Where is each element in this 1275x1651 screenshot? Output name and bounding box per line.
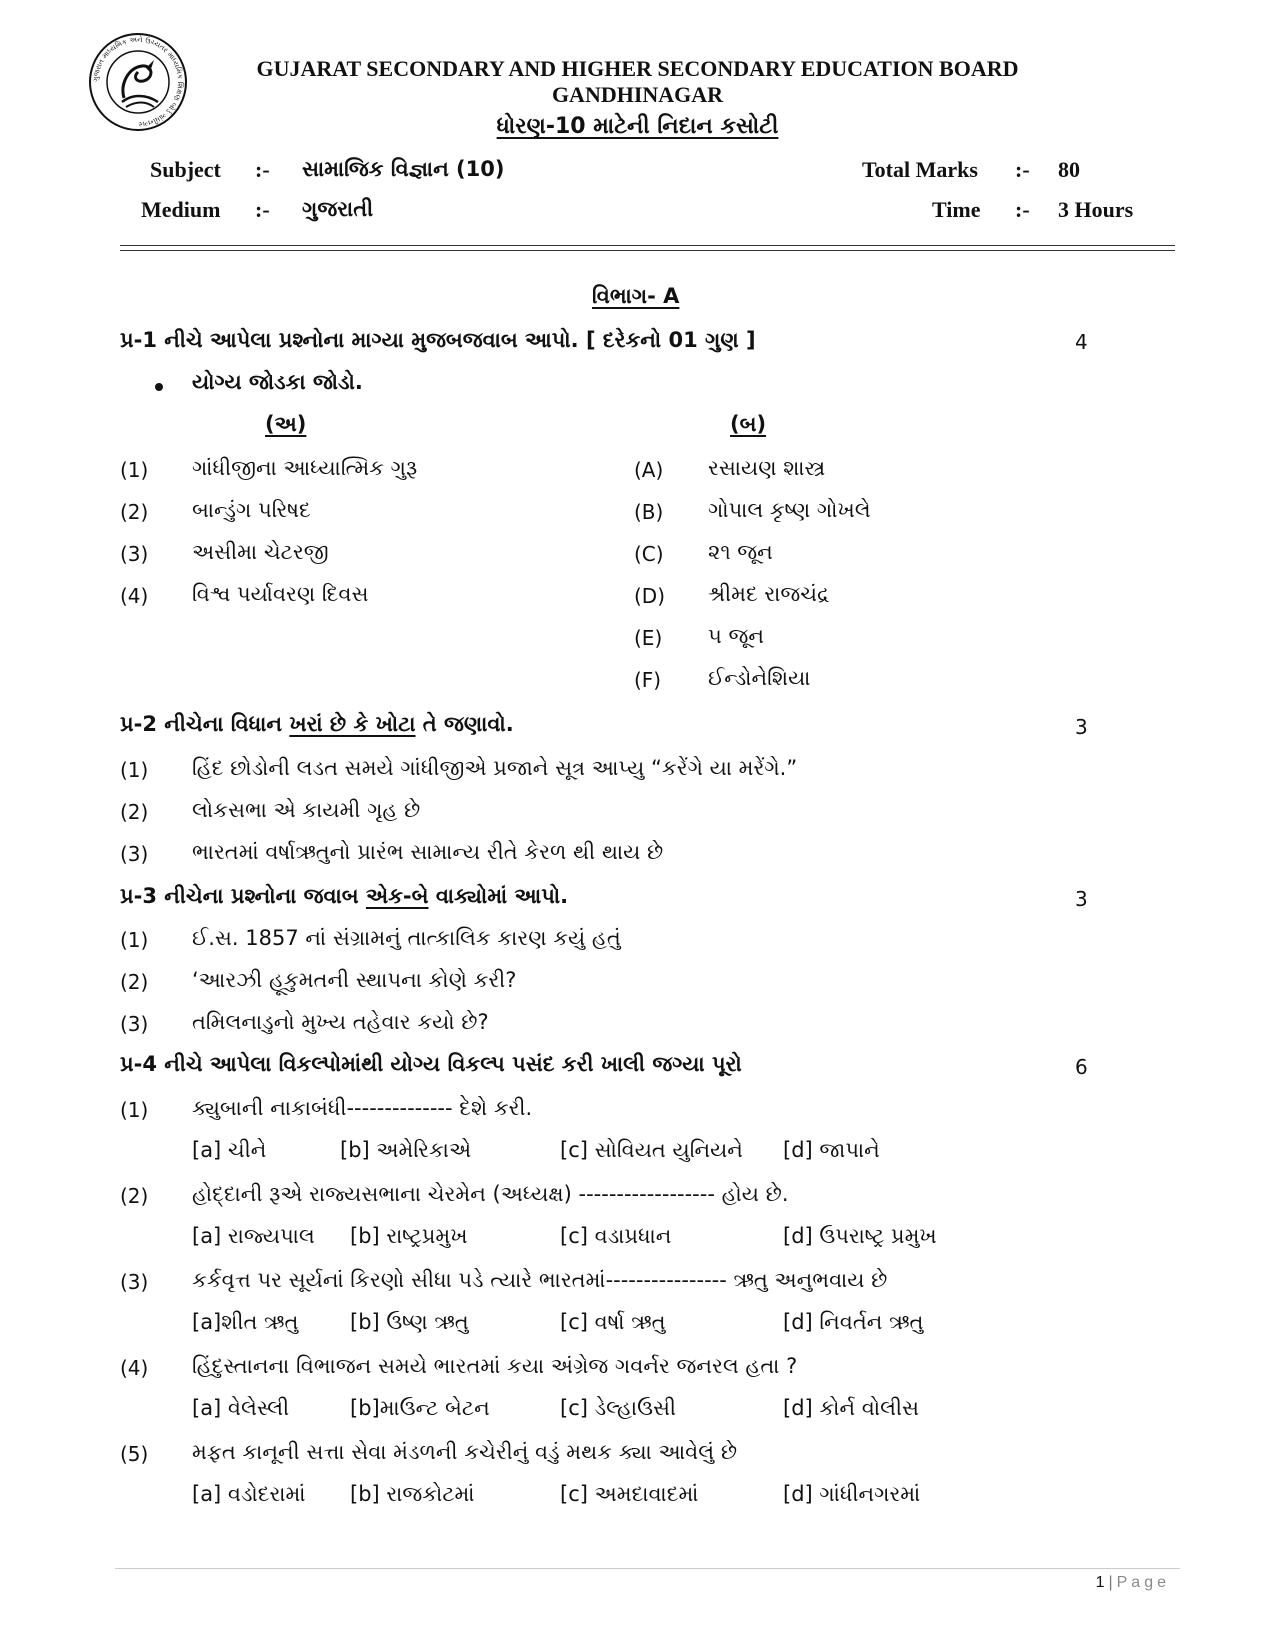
q1-left-num: (1) bbox=[120, 458, 149, 482]
q4-item-num: (3) bbox=[120, 1270, 149, 1294]
q4-option-a: [a] ચીને bbox=[192, 1138, 267, 1162]
q4-item-num: (4) bbox=[120, 1356, 149, 1380]
q4-option-c: [c] સોવિયત યુનિયને bbox=[560, 1138, 743, 1162]
q1-right-item: ૨૧ જૂન bbox=[708, 540, 773, 564]
column-b-heading: (બ) bbox=[730, 412, 767, 436]
q2-title: પ્ર-2 નીચેના વિધાન ખરાં છે કે ખોટા તે જણાવો. bbox=[120, 712, 514, 736]
q1-instruction: યોગ્ય જોડકા જોડો. bbox=[192, 370, 363, 394]
q1-left-item: ગાંધીજીના આધ્યાત્મિક ગુરૂ bbox=[192, 456, 418, 480]
board-name: GUJARAT SECONDARY AND HIGHER SECONDARY EDUCATION BOARD bbox=[256, 56, 1019, 81]
q4-option-d: [d] જાપાને bbox=[783, 1138, 880, 1162]
q4-item-num: (2) bbox=[120, 1184, 149, 1208]
q4-option-a: [a]શીત ઋતુ bbox=[192, 1310, 299, 1334]
q4-option-d: [d] કોર્ન વોલીસ bbox=[783, 1396, 920, 1420]
q4-option-a: [a] વડોદરામાં bbox=[192, 1482, 306, 1506]
q3-item: તમિલનાડુનો મુખ્ય તહેવાર કયો છે? bbox=[192, 1010, 489, 1034]
q3-item-num: (1) bbox=[120, 928, 149, 952]
subject-label: Subject bbox=[150, 157, 221, 182]
q1-right-item: ૫ જૂન bbox=[708, 624, 764, 648]
q1-title: પ્ર-1 નીચે આપેલા પ્રશ્નોના માગ્યા મુજબજવાબ આપો. [ દરેકનો 01 ગુણ ] bbox=[120, 328, 756, 352]
q1-left-num: (3) bbox=[120, 542, 149, 566]
q1-right-item: શ્રીમદ રાજચંદ્ર bbox=[708, 582, 830, 606]
q1-left-num: (4) bbox=[120, 584, 149, 608]
footer-separator: | bbox=[1108, 1574, 1113, 1591]
q4-question: હોદ્દાની રૂએ રાજ્યસભાના ચેરમેન (અધ્યક્ષ) ------------------ હોય છે. bbox=[192, 1182, 789, 1206]
q4-option-c: [c] ડેલ્હાઉસી bbox=[560, 1396, 677, 1420]
board-city: GANDHINAGAR bbox=[551, 82, 724, 107]
page-footer bbox=[1096, 1574, 1170, 1592]
q4-option-b: [b]માઉન્ટ બેટન bbox=[350, 1396, 490, 1420]
q2-item: હિંદ છોડોની લડત સમયે ગાંધીજીએ પ્રજાને સૂત્ર આપ્યુ “કરેંગે યા મરેંગે.” bbox=[192, 756, 798, 780]
footer-rule bbox=[115, 1568, 1180, 1569]
subject-sep: :- bbox=[255, 157, 270, 182]
medium-value: ગુજરાતી bbox=[302, 197, 374, 221]
q3-marks: 3 bbox=[1075, 887, 1088, 911]
q4-question: ક્યુબાની નાકાબંધી-------------- દેશે કરી. bbox=[192, 1096, 533, 1120]
q1-right-num: (E) bbox=[634, 626, 663, 650]
q4-option-b: [b] રાજકોટમાં bbox=[350, 1482, 475, 1506]
q3-item: ‘આરઝી હૂકુમતની સ્થાપના કોણે કરી? bbox=[192, 968, 517, 992]
q3-item-num: (2) bbox=[120, 970, 149, 994]
q4-item-num: (1) bbox=[120, 1098, 149, 1122]
q4-option-c: [c] વડાપ્રધાન bbox=[560, 1224, 672, 1248]
total-marks-label: Total Marks bbox=[862, 157, 978, 182]
svg-text:ગુજરાત માધ્યમિક અને ઉચ્ચતર માધ: ગુજરાત માધ્યમિક અને ઉચ્ચતર માધ્યમિક શિક્ષણ બોર્ડ ગાંધીનગર bbox=[90, 34, 186, 130]
bullet-icon bbox=[155, 383, 163, 391]
q4-option-b: [b] અમેરિકાએ bbox=[340, 1138, 472, 1162]
header-rule-bottom bbox=[120, 250, 1175, 251]
q1-left-item: અસીમા ચેટરજી bbox=[192, 540, 329, 564]
q4-question: મફત કાનૂની સત્તા સેવા મંડળની કચેરીનું વડું મથક ક્યા આવેલું છે bbox=[192, 1440, 738, 1464]
q1-right-num: (F) bbox=[634, 668, 662, 692]
q1-right-num: (D) bbox=[634, 584, 666, 608]
q1-right-num: (C) bbox=[634, 542, 664, 566]
q2-marks: 3 bbox=[1075, 715, 1088, 739]
q4-marks: 6 bbox=[1075, 1055, 1088, 1079]
column-a-heading: (અ) bbox=[265, 412, 307, 436]
q1-right-item: ઈન્ડોનેશિયા bbox=[708, 666, 811, 690]
q2-item-num: (3) bbox=[120, 842, 149, 866]
q3-item-num: (3) bbox=[120, 1012, 149, 1036]
q4-option-c: [c] વર્ષા ઋતુ bbox=[560, 1310, 666, 1334]
q4-option-a: [a] વેલેસ્લી bbox=[192, 1396, 290, 1420]
q1-right-item: રસાયણ શાસ્ત્ર bbox=[708, 456, 826, 480]
q1-right-num: (B) bbox=[634, 500, 664, 524]
medium-sep: :- bbox=[255, 197, 270, 222]
total-marks-sep: :- bbox=[1015, 157, 1030, 182]
q1-left-item: વિશ્વ પર્યાવરણ દિવસ bbox=[192, 582, 369, 606]
time-sep: :- bbox=[1015, 197, 1030, 222]
time-label: Time bbox=[932, 197, 981, 222]
subject-value: સામાજિક વિજ્ઞાન (10) bbox=[302, 157, 505, 181]
q4-option-d: [d] ઉપરાષ્ટ્ર પ્રમુખ bbox=[783, 1224, 937, 1248]
medium-label: Medium bbox=[141, 197, 221, 222]
exam-title: ધોરણ-10 માટેની નિદાન કસોટી bbox=[496, 114, 779, 139]
time-value: 3 Hours bbox=[1058, 197, 1134, 222]
page-word: Page bbox=[1116, 1574, 1170, 1591]
q2-item-num: (2) bbox=[120, 800, 149, 824]
q2-item: ભારતમાં વર્ષાઋતુનો પ્રારંભ સામાન્ય રીતે કેરળ થી થાય છે bbox=[192, 840, 664, 864]
q4-option-b: [b] ઉષ્ણ ઋતુ bbox=[350, 1310, 469, 1334]
q2-item-num: (1) bbox=[120, 758, 149, 782]
q3-item: ઈ.સ. 1857 નાં સંગ્રામનું તાત્કાલિક કારણ કયું હતું bbox=[192, 926, 621, 950]
q4-option-b: [b] રાષ્ટ્રપ્રમુખ bbox=[350, 1224, 468, 1248]
total-marks-value: 80 bbox=[1058, 157, 1080, 182]
q4-question: હિંદુસ્તાનના વિભાજન સમયે ભારતમાં કયા અંગ્રેજ ગવર્નર જનરલ હતા ? bbox=[192, 1354, 798, 1378]
q2-item: લોકસભા એ કાયમી ગૃહ છે bbox=[192, 798, 421, 822]
q4-option-d: [d] નિવર્તન ઋતુ bbox=[783, 1310, 924, 1334]
q4-title: પ્ર-4 નીચે આપેલા વિકલ્પોમાંથી યોગ્ય વિકલ્પ પસંદ કરી ખાલી જગ્યા પૂરો bbox=[120, 1052, 742, 1076]
q1-right-item: ગોપાલ કૃષ્ણ ગોખલે bbox=[708, 498, 871, 522]
q4-item-num: (5) bbox=[120, 1442, 149, 1466]
header-rule-top bbox=[120, 245, 1175, 246]
q1-left-num: (2) bbox=[120, 500, 149, 524]
section-title: વિભાગ- A bbox=[592, 284, 680, 308]
q4-option-d: [d] ગાંધીનગરમાં bbox=[783, 1482, 921, 1506]
q4-option-a: [a] રાજ્યપાલ bbox=[192, 1224, 315, 1248]
q3-title: પ્ર-3 નીચેના પ્રશ્નોના જવાબ એક-બે વાક્યોમાં આપો. bbox=[120, 884, 569, 908]
page-number: 1 bbox=[1095, 1574, 1105, 1591]
q1-right-num: (A) bbox=[634, 458, 664, 482]
q4-option-c: [c] અમદાવાદમાં bbox=[560, 1482, 699, 1506]
q4-question: કર્કવૃત્ત પર સૂર્યનાં કિરણો સીધા પડે ત્યારે ભારતમાં---------------- ઋતુ અનુભવાય છે bbox=[192, 1268, 888, 1292]
q1-marks: 4 bbox=[1075, 330, 1088, 354]
q1-left-item: બાન્ડુંગ પરિષદ bbox=[192, 498, 311, 522]
